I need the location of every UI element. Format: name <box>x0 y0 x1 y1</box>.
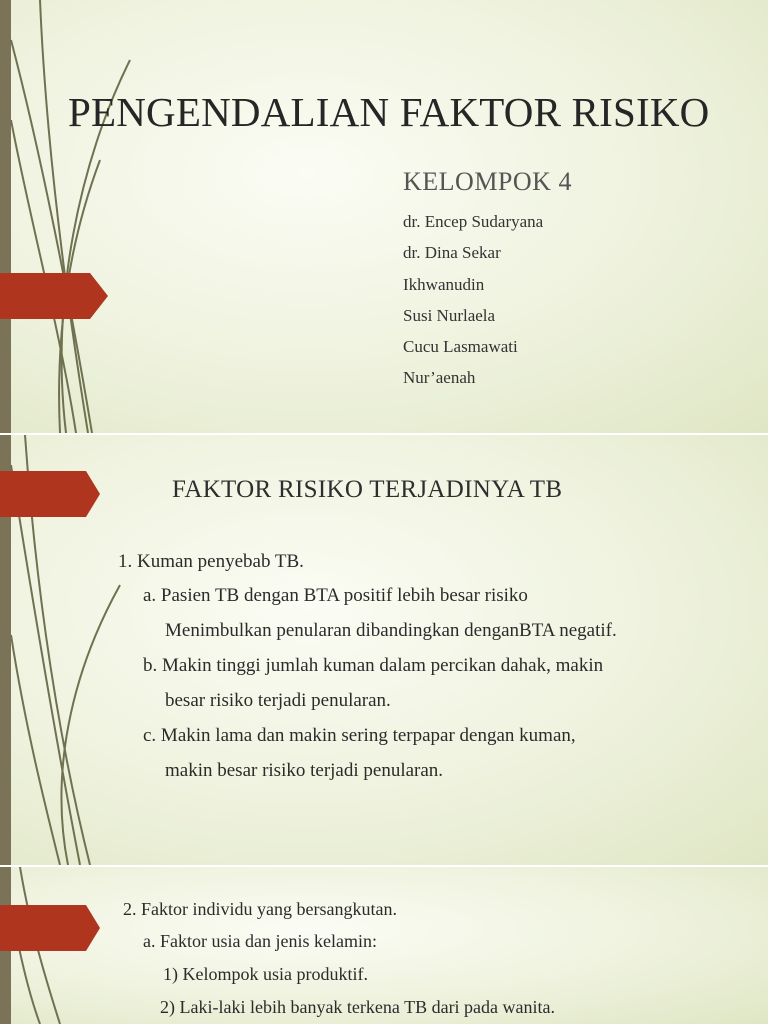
accent-arrow-shape <box>0 273 108 319</box>
list-item: c. Makin lama dan makin sering terpapar dengan kuman, <box>143 725 576 746</box>
list-item: 2) Laki-laki lebih banyak terkena TB dari pada wanita. <box>160 997 556 1017</box>
title-slide <box>0 0 768 433</box>
accent-arrow-shape <box>0 905 108 951</box>
list-item: b. Makin tinggi jumlah kuman dalam percikan dahak, makin <box>143 655 604 676</box>
list-item: a. Faktor usia dan jenis kelamin: <box>143 931 377 951</box>
member-item: dr. Dina Sekar <box>403 243 501 263</box>
decorative-curves <box>0 0 140 433</box>
list-item: a. Pasien TB dengan BTA positif lebih besar risiko <box>143 585 528 606</box>
list-item: Menimbulkan penularan dibandingkan denganBTA negatif. <box>165 620 617 641</box>
member-item: Susi Nurlaela <box>403 305 496 325</box>
list-item: 1) Kelompok usia produktif. <box>163 964 368 984</box>
list-item: besar risiko terjadi penularan. <box>165 690 391 711</box>
list-item: makin besar risiko terjadi penularan. <box>165 760 444 781</box>
list-item: 2. Faktor individu yang bersangkutan. <box>123 899 397 919</box>
slide-subtitle: KELOMPOK 4 <box>403 167 572 196</box>
member-item: Cucu Lasmawati <box>403 337 518 357</box>
member-list <box>403 206 543 394</box>
slide-title: FAKTOR RISIKO TERJADINYA TB <box>172 476 563 503</box>
member-item: Ikhwanudin <box>403 274 485 294</box>
member-item: Nur’aenah <box>403 368 476 388</box>
member-item: dr. Encep Sudaryana <box>403 212 544 231</box>
accent-arrow-shape <box>0 471 108 517</box>
list-item: 1. Kuman penyebab TB. <box>118 551 304 572</box>
slide-title: PENGENDALIAN FAKTOR RISIKO <box>68 89 710 135</box>
